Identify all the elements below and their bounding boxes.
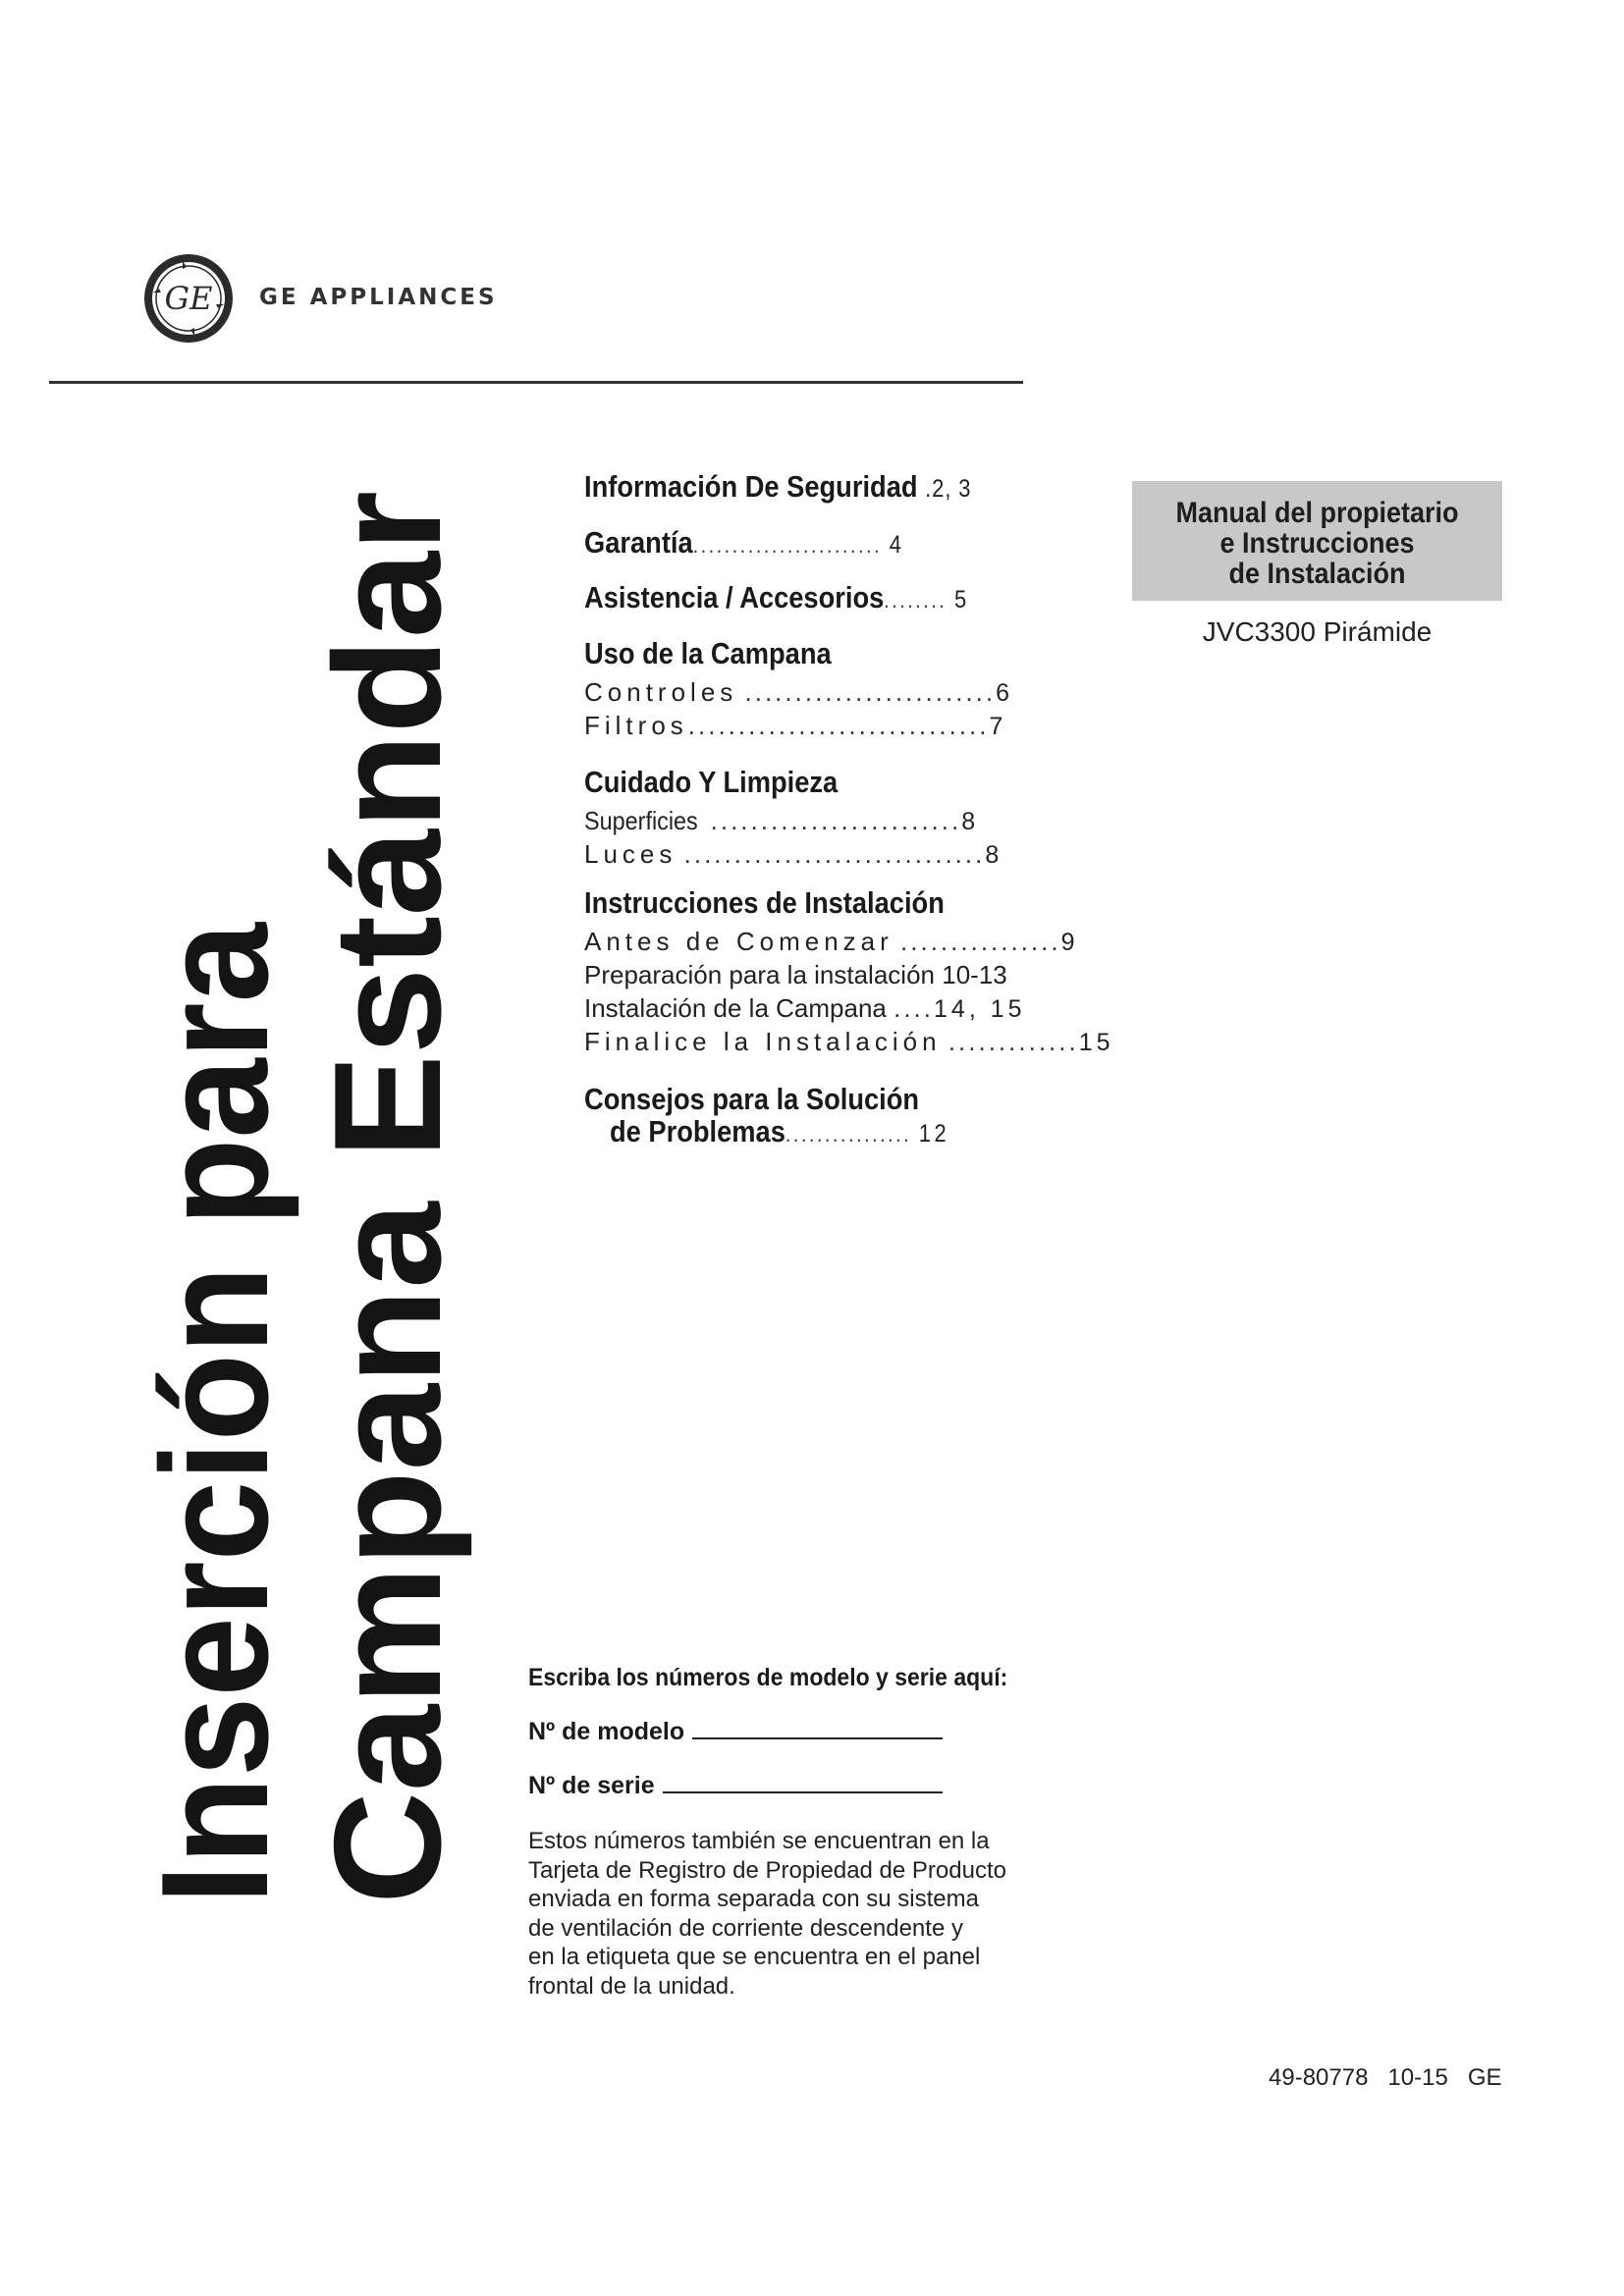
ge-logo: [143, 253, 234, 344]
toc-item-finalice[interactable]: Finalice la Instalación .............15: [584, 1027, 1114, 1056]
toc-item-garantia[interactable]: Garantía........................ 4: [584, 525, 905, 560]
model-label: JVC3300 Pirámide: [1202, 616, 1433, 647]
side-title-line2: Campana Estándar: [302, 525, 472, 1904]
record-note: Estos números también se encuentran en la Tarjeta de Registro de Propiedad de Producto enviada en forma separada con su sistema de ventilación de corriente descendente y en la etiqueta que se encuentra en el panel frontal de la unidad.: [528, 1828, 1006, 2000]
side-title-line1: Inserción para: [130, 864, 299, 1904]
toc-item-preparacion[interactable]: Preparación para la instalación 10-13: [584, 960, 1007, 989]
manual-type-line1: Manual del propietario: [1175, 497, 1459, 529]
toc-item-luces[interactable]: Luces ..............................8: [584, 839, 1003, 869]
side-title: [128, 471, 472, 1904]
serial-number-line[interactable]: [663, 1772, 943, 1793]
serial-number-field[interactable]: Nº de serie: [528, 1772, 1078, 1800]
document-code: 49-80778 10-15 GE: [1269, 2064, 1502, 2091]
model-number-line[interactable]: [692, 1718, 943, 1739]
toc-item-problemas[interactable]: de Problemas................ 12: [610, 1114, 950, 1148]
model-serial-record: [528, 1664, 1078, 2001]
toc-item-seguridad[interactable]: Información De Seguridad .2, 3: [584, 469, 972, 504]
toc-heading-cuidado: Cuidado Y Limpieza: [584, 765, 839, 799]
toc-item-controles[interactable]: Controles .........................6: [584, 677, 1014, 707]
svg-text:GE: GE: [164, 280, 213, 317]
toc-item-instalacion-campana[interactable]: Instalación de la Campana ....14, 15: [584, 993, 1026, 1023]
toc-heading-uso: Uso de la Campana: [584, 636, 832, 670]
ge-monogram-icon: [143, 253, 234, 344]
toc-item-superficies[interactable]: Superficies .........................8: [584, 806, 980, 835]
toc-item-filtros[interactable]: Filtros..............................7: [584, 711, 1007, 740]
header-divider: [49, 381, 1023, 384]
toc-item-asistencia[interactable]: Asistencia / Accesorios........ 5: [584, 580, 970, 614]
record-heading: Escriba los números de modelo y serie aquí:: [528, 1664, 1008, 1691]
toc-item-antes[interactable]: Antes de Comenzar ................9: [584, 927, 1079, 956]
model-number-field[interactable]: Nº de modelo: [528, 1718, 1078, 1746]
manual-type-line3: de Instalación: [1228, 558, 1406, 590]
toc-heading-instalacion: Instrucciones de Instalación: [584, 885, 945, 920]
manual-type-box: [1132, 481, 1502, 601]
toc-heading-consejos: Consejos para la Solución: [584, 1082, 920, 1116]
brand-name: GE APPLIANCES: [259, 285, 498, 310]
manual-type-line2: e Instrucciones: [1219, 527, 1415, 560]
